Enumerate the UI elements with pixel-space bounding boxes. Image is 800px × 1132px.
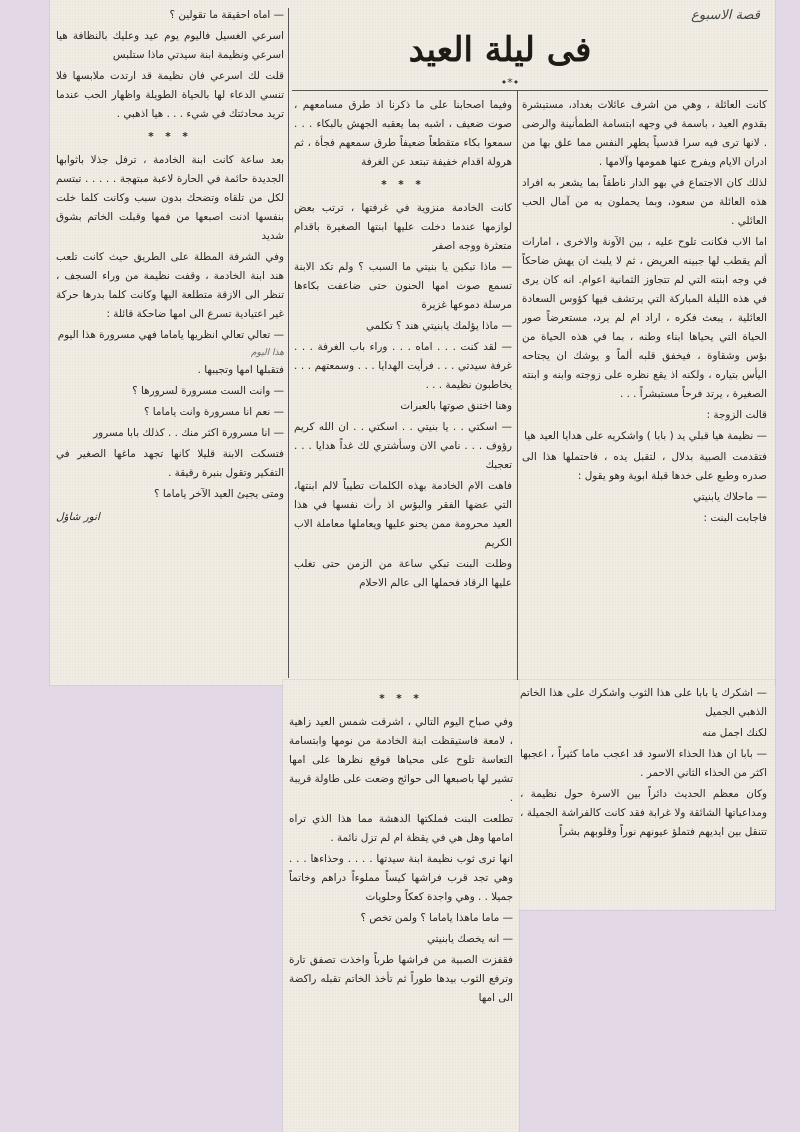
column-divider-left — [288, 8, 289, 678]
column-right — [522, 96, 767, 680]
paragraph: — ماحلاك يابنيتي — [693, 491, 767, 503]
section-break: * * * — [148, 131, 192, 143]
paragraph: قالت الزوجة : — [706, 409, 767, 421]
paragraph: — لقد كنت . . . اماه . . . وراء باب الغرفة . . . غرفة سيدتي . . . فرأيت الهدايا . . . وسمعتهم . . . يخاطبون نظيمة . . . — [294, 341, 512, 391]
paragraph: — تعالي تعالي انظريها ياماما فهي مسرورة هذا اليوم — [57, 329, 284, 341]
story-title: فى ليلة العيد — [408, 30, 592, 70]
column-right-continued — [520, 684, 767, 906]
paragraph: وهنا اختنق صوتها بالعبرات — [400, 400, 512, 412]
paragraph: تطلعت البنت فملكتها الدهشة مما هذا الذي تراه امامها وهل هي في يقظة ام لم تزل نائمة . — [289, 813, 513, 844]
paragraph: وفيما اصحابنا على ما ذكرنا اذ طرق مسامعهم ، صوت ضعيف ، اشبه بما يعقبه الجهش بالبكاء . . . سمعوا بكاء متقطعاً ضعيفاً طرق سمعهم فجأة ، ثم هرولة اقدام خفيفة تبتعد عن الغرفة — [294, 99, 512, 168]
handwritten-note: هذا اليوم — [250, 348, 284, 358]
section-tag: قصة الاسبوع — [691, 8, 760, 23]
paragraph: اسرعي الغسيل فاليوم يوم عيد وعليك بالنظافة هيا اسرعي ونظيمة ابنة سيدتي ماذا ستلبس — [56, 30, 284, 61]
paragraph: — انه يخصك يابنيتي — [426, 933, 513, 945]
paragraph: وفي صباح اليوم التالي ، اشرقت شمس العيد زاهية ، لامعة فاستيقظت ابنة الخادمة من نومها وابتسامة التعاسة تلوح على محياها فوقع نظرها على امها تشير لها باصبعها الى حوائج وضعت على طاولة قريبة . — [289, 716, 513, 804]
paragraph: وظلت البنت تبكي ساعة من الزمن حتى تغلب عليها الرقاد فحملها الى عالم الاحلام — [294, 558, 512, 589]
paragraph: — اشكرك يا بابا على هذا الثوب واشكرك على هذا الخاتم الذهبي الجميل — [520, 687, 767, 718]
title-ornament: •*• — [500, 76, 520, 89]
paragraph: اما الاب فكانت تلوح عليه ، بين الآونة والاخرى ، امارات ألم يقطب لها جبينه العريض ، ثم لا يلبث ان يهش ضاحكاً في وجه ابنته التي لم تتجاوز الثمانية اعوام. انه كان يرى في هذه الليلة المباركة التي يرتشف فيها كؤوس السعادة العائلية ، يبعث فكره ، اراد ام لم يرد، مستعرضاً صور الحياة التي يحياها ابناء وطنه ، بما في هذه الحياة من بؤس وشقاوة ، فيخفق قلبه ألماً و يوشك ان يجتاحه اليأس بتياره ، ولكنه اذ يقع نظره على زوجته وابنه و ابنته الصغيرة ، يرتد فرحاً مستبشراً . . . — [522, 236, 767, 400]
paragraph: فتقدمت الصبية بدلال ، لتقبل يده ، فاحتملها هذا الى صدره وطبع على خدها قبلة ابوية وهو يقول : — [522, 451, 767, 482]
paragraph: انها ترى ثوب نظيمة ابنة سيدتها . . . . وحذاءها . . . وهي تجد قرب فراشها كيساً مملوءاً دراهم وخاتماً جميلا . . وهي واجدة كعكاً وحلويات — [289, 853, 513, 903]
paragraph: قلت لك اسرعي فان نظيمة قد ارتدت ملابسها فلا تنسي الدعاء لها بالحياة الطويلة واظهار الحب عندما تريد محادثتك في شيء . . . هيا اذهبي . — [56, 70, 284, 120]
paragraph: — ماما ماهذا ياماما ؟ ولمن تخص ؟ — [360, 912, 513, 924]
paragraph: فاجابت البنت : — [703, 512, 767, 524]
column-divider-right — [517, 90, 518, 680]
title-rule — [292, 90, 768, 91]
paragraph: كانت العائلة ، وهي من اشرف عائلات بغداد، مستبشرة بقدوم العيد ، باسمة في وجهه ابتسامة الطمأنينة والرضى . لانها ترى فيه سرا قدسياً يطهر النفس مما علق بها من ادران الايام ويفرج عنها همومها وآلامها . — [522, 99, 767, 168]
paragraph: وفي الشرفة المطلة على الطريق حيث كانت تلعب هند ابنة الخادمة ، وقفت نظيمة من وراء السجف ، تنظر الى الازقة متطلعة اليها وكانت كلما بدرها حركة غير اعتيادية تسرع الى امها ضاحكة قائلة : — [56, 251, 284, 320]
paragraph: فقفزت الصبية من فراشها طرباً واخذت تصفق تارة وترفع الثوب بيدها طوراً ثم تأخذ الخاتم تقبله راكضة الى امها — [289, 954, 513, 1004]
column-left — [56, 6, 284, 678]
paragraph: — اماه احقيقة ما تقولين ؟ — [169, 9, 284, 21]
paragraph: — وانت الست مسرورة لسرورها ؟ — [132, 385, 284, 397]
author-signature: انور شاؤل — [56, 511, 100, 523]
paragraph: كانت الخادمة منزوية في غرفتها ، ترتب بعض لوازمها عندما دخلت عليها ابنتها الصغيرة باقدام متعثرة ووجه اصفر — [294, 202, 512, 252]
paragraph: لذلك كان الاجتماع في بهو الدار ناطقاً بما يشعر به افراد هذه العائلة من سعود، وبما يحملون به من آمال الحب العائلي . — [522, 177, 767, 227]
column-middle — [294, 96, 512, 680]
paragraph: فاهت الام الخادمة بهذه الكلمات تطيباً لالم ابنتها، التي عضها الفقر والبؤس اذ رأت نفسها في هذا العيد محرومة ممن يحنو عليها ويعاملها معاملة الاب الكريم — [294, 480, 512, 549]
paragraph: — اسكتي . . يا بنيتي . . اسكتي . . ان الله كريم رؤوف . . . نامي الان وسأشتري لك غداً هدايا . . . تعجبك — [294, 421, 512, 471]
column-bottom-center — [289, 686, 513, 1126]
paragraph: — ماذا تبكين يا بنيتي ما السبب ؟ ولم تكد الابنة تسمع صوت امها الحنون حتى ضاعفت بكاءها مرسلة دموعها غزيرة — [294, 261, 512, 311]
paragraph: بعد ساعة كانت ابنة الخادمة ، ترفل جذلا باثوابها الجديدة حائمة في الحارة لاعبة مبتهجة . . . . . تبتسم لكل من تلقاه وتضحك بدون سبب وكانت كلما خلت بنفسها ادنت اصبعها من فمها وقبلت الخاتم بشوق شديد — [56, 154, 284, 242]
paragraph: — بابا ان هذا الحذاء الاسود قد اعجب ماما كثيراً ، اعجبها اكثر من الحذاء الثاني الاحمر . — [520, 748, 767, 779]
paragraph: — ماذا يؤلمك يابنيتي هند ؟ تكلمي — [366, 320, 512, 332]
paragraph: — انا مسرورة اكثر منك . . كذلك بابا مسرور — [93, 427, 284, 439]
section-break: * * * — [381, 179, 425, 191]
paragraph: — نظيمة هيا قبلي يد ( بابا ) واشكريه على هدايا العيد هيا — [524, 430, 767, 442]
paragraph: — نعم انا مسرورة وانت ياماما ؟ — [143, 406, 284, 418]
section-break: * * * — [379, 693, 423, 705]
paragraph: فتقبلها امها وتجيبها . — [197, 364, 284, 376]
paragraph: فتسكت الابنة قليلا كانها تجهد ماغها الصغير في التفكير وتقول بنبرة رقيقة . — [56, 448, 284, 479]
paragraph: لكنك اجمل منه — [702, 727, 767, 739]
paragraph: وكان معظم الحديث دائراً بين الاسرة حول نظيمة ، ومداعباتها الشائقة ولا غرابة فقد كانت كالفراشة الجميلة ، تتنقل بين ايديهم فتملؤ عيونهم نوراً وقلوبهم بشراً — [520, 788, 767, 838]
paragraph: ومتى يجيئ العيد الآخر ياماما ؟ — [154, 488, 284, 500]
